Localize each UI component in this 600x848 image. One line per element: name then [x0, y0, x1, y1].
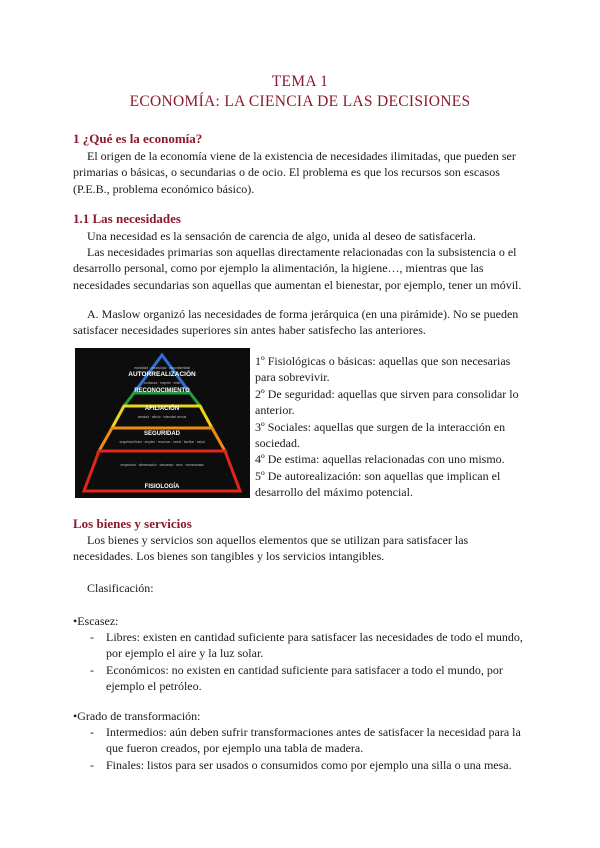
list-item: 4º De estima: aquellas relacionadas con uno mismo.: [255, 452, 505, 467]
pyramid-description-list: [255, 353, 530, 501]
list-bullet: -: [90, 758, 94, 772]
pyramid-level-reconocimiento: [124, 393, 200, 406]
list-item: [73, 629, 528, 662]
paragraph: Una necesidad es la sensación de carencia de algo, unida al deseo de satisfacerla.: [87, 229, 476, 243]
classification-label: •Grado de transformación:: [73, 709, 201, 723]
list-item: [73, 757, 528, 774]
paragraph: Clasificación:: [87, 581, 154, 595]
pyramid-label: RECONOCIMIENTO: [134, 388, 190, 394]
pyramid-sublabel: confianza · respeto · éxito: [143, 381, 181, 385]
list-item-text: Finales: listos para ser usados o consumidos como por ejemplo una silla o una mesa.: [106, 758, 512, 772]
paragraph: Las necesidades primarias son aquellas directamente relacionadas con la subsistencia o el desarrollo personal, como por ejemplo la alimentación, la higiene…, mientras que las necesidades secundarias son aquellas que aumentan el bienestar, por ejemplo, tener un móvil.: [73, 245, 522, 292]
pyramid-label: AUTORREALIZACIÓN: [128, 371, 196, 378]
pyramid-label: SEGURIDAD: [143, 431, 181, 437]
list-item: 5º De autorealización: son aquellas que implican el desarrollo del máximo potencial.: [255, 468, 501, 500]
list-item-text: Libres: existen en cantidad suficiente para satisfacer las necesidades de todo el mundo, por ejemplo el aire y la luz solar.: [106, 630, 523, 661]
document-subtitle: ECONOMÍA: LA CIENCIA DE LAS DECISIONES: [129, 93, 471, 110]
list-bullet: -: [90, 630, 94, 644]
document-title: TEMA 1: [271, 73, 329, 90]
section-heading: Los bienes y servicios: [73, 516, 192, 531]
pyramid-sublabel: seguridad física · empleo · recursos · moral · familiar · salud: [119, 440, 205, 444]
paragraph: A. Maslow organizó las necesidades de forma jerárquica (en una pirámide). No se pueden satisfacer necesidades superiores sin antes haber satisfecho las anteriores.: [73, 307, 519, 338]
list-item: [73, 724, 528, 757]
list-item-text: Económicos: no existen en cantidad suficiente para satisfacer a todo el mundo, por ejemplo el petróleo.: [106, 663, 503, 694]
list-item: 3º Sociales: aquellas que surgen de la interacción en sociedad.: [255, 419, 506, 451]
maslow-pyramid-image: [75, 348, 250, 498]
pyramid-label: AFILIACIÓN: [144, 406, 180, 412]
pyramid-sublabel: moralidad · creatividad · espontaneidad: [134, 366, 190, 370]
pyramid-graphic: [75, 348, 250, 498]
paragraph: El origen de la economía viene de la existencia de necesidades ilimitadas, que pueden ser primarias o básicas, o secundarias o de ocio. El problema es que los recursos son escasos (P.E.B., problema económico básico).: [73, 149, 516, 196]
list-item-text: Intermedios: aún deben sufrir transformaciones antes de satisfacer la necesidad para la que fueron creados, por ejemplo una tabla de madera.: [106, 725, 521, 756]
list-bullet: -: [90, 725, 94, 739]
list-item: 1º Fisiológicas o básicas: aquellas que son necesarias para sobrevivir.: [255, 354, 511, 385]
pyramid-sublabel: amistad · afecto · intimidad sexual: [137, 415, 187, 419]
list-bullet: -: [90, 663, 94, 677]
section-heading: 1.1 Las necesidades: [73, 211, 181, 226]
classification-label: •Escasez:: [73, 614, 119, 628]
pyramid-sublabel: respiración · alimentación · descanso · sexo · homeostasis: [120, 463, 204, 467]
paragraph: Los bienes y servicios son aquellos elementos que se utilizan para satisfacer las necesidades. Los bienes son tangibles y los servicios intangibles.: [73, 533, 469, 564]
section-heading: 1 ¿Qué es la economía?: [73, 131, 203, 146]
list-item: 2º De seguridad: aquellas que sirven para consolidar lo anterior.: [255, 386, 519, 418]
pyramid-label: FISIOLOGÍA: [144, 484, 180, 490]
list-item: [73, 662, 528, 695]
